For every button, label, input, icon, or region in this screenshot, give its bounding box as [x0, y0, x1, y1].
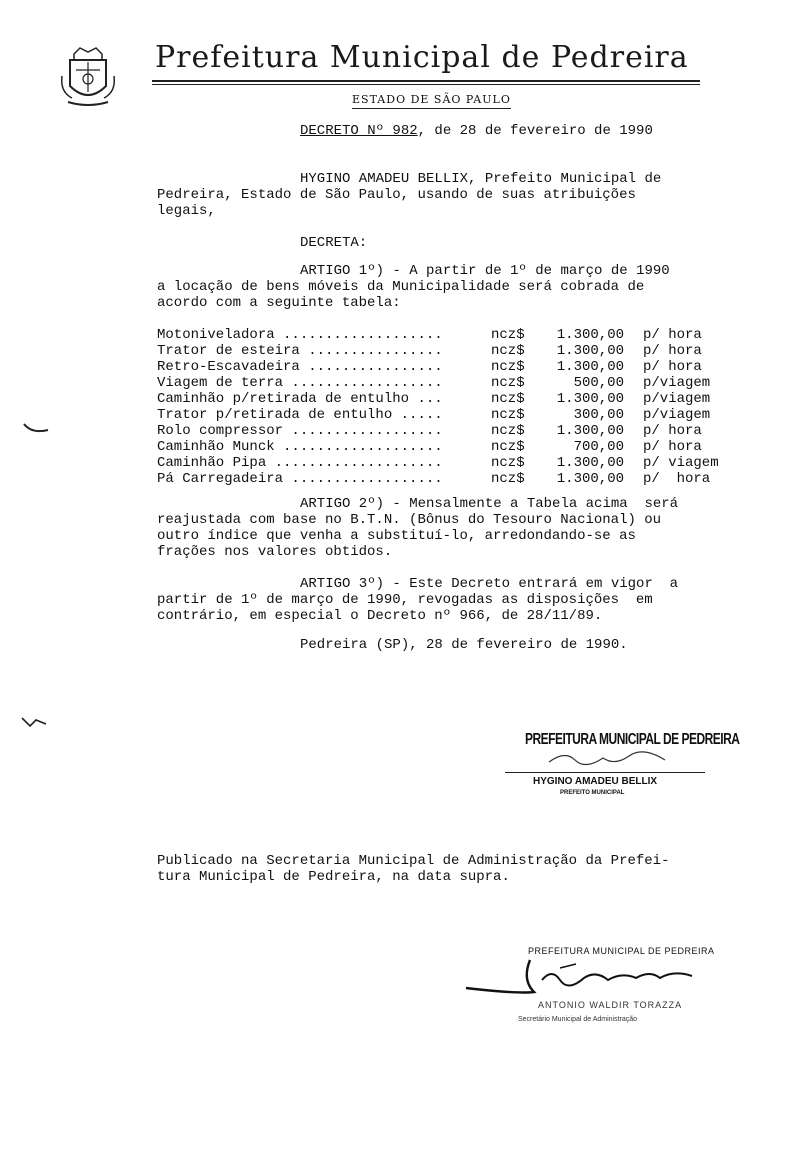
artigo3-line-1: ARTIGO 3º) - Este Decreto entrará em vigor a [300, 576, 679, 592]
publication-line-1: Publicado na Secretaria Municipal de Administração da Prefei- [157, 853, 670, 869]
equipment-name: Caminhão Munck ................... [157, 439, 443, 455]
price: 1.300,00 [556, 423, 624, 439]
unit: p/viagem [643, 407, 711, 423]
secretary-signature-block [460, 942, 730, 1032]
equipment-name: Caminhão p/retirada de entulho ... [157, 391, 443, 407]
unit: p/ hora [643, 359, 702, 375]
secretary-name: ANTONIO WALDIR TORAZZA [538, 1000, 683, 1010]
publication-line-2: tura Municipal de Pedreira, na data supra. [157, 869, 510, 885]
mayor-stamp: PREFEITURA MUNICIPAL DE PEDREIRA [525, 729, 740, 749]
margin-mark-icon [22, 420, 50, 436]
artigo3-line-2: partir de 1º de março de 1990, revogadas as disposições em [157, 592, 653, 608]
unit: p/ hora [643, 439, 702, 455]
mayor-signature-icon [545, 748, 685, 770]
unit: p/ hora [643, 343, 702, 359]
preamble-line-3: legais, [157, 203, 216, 219]
secretary-stamp: PREFEITURA MUNICIPAL DE PEDREIRA [528, 946, 715, 956]
currency: ncz$ [491, 439, 525, 455]
currency: ncz$ [491, 407, 525, 423]
signature-line [505, 772, 705, 773]
header-rule-thin [152, 84, 700, 85]
table-row [157, 439, 702, 455]
margin-mark-icon [20, 714, 50, 732]
equipment-name: Trator p/retirada de entulho ..... [157, 407, 443, 423]
decree-heading [300, 123, 653, 139]
coat-of-arms-icon [58, 46, 118, 108]
price: 1.300,00 [556, 471, 624, 487]
table-row [157, 375, 711, 391]
price: 1.300,00 [556, 343, 624, 359]
table-row [157, 471, 711, 487]
artigo2-line-4: frações nos valores obtidos. [157, 544, 393, 560]
table-row [157, 343, 702, 359]
table-row [157, 359, 702, 375]
letterhead-title: Prefeitura Municipal de Pedreira [155, 40, 689, 75]
currency: ncz$ [491, 471, 525, 487]
equipment-name: Pá Carregadeira .................. [157, 471, 443, 487]
currency: ncz$ [491, 375, 525, 391]
place-date: Pedreira (SP), 28 de fevereiro de 1990. [300, 637, 628, 653]
table-row [157, 391, 711, 407]
artigo2-line-1: ARTIGO 2º) - Mensalmente a Tabela acima será [300, 496, 679, 512]
equipment-name: Rolo compressor .................. [157, 423, 443, 439]
artigo2-line-2: reajustada com base no B.T.N. (Bônus do Tesouro Nacional) ou [157, 512, 662, 528]
equipment-name: Caminhão Pipa .................... [157, 455, 443, 471]
unit: p/ viagem [643, 455, 719, 471]
price: 700,00 [573, 439, 624, 455]
equipment-name: Motoniveladora ................... [157, 327, 443, 343]
currency: ncz$ [491, 343, 525, 359]
price: 1.300,00 [556, 327, 624, 343]
currency: ncz$ [491, 359, 525, 375]
currency: ncz$ [491, 391, 525, 407]
unit: p/viagem [643, 375, 711, 391]
currency: ncz$ [491, 455, 525, 471]
price: 500,00 [573, 375, 624, 391]
equipment-name: Retro-Escavadeira ................ [157, 359, 443, 375]
artigo1-line-1: ARTIGO 1º) - A partir de 1º de março de 1990 [300, 263, 670, 279]
currency: ncz$ [491, 423, 525, 439]
secretary-signature-icon [460, 956, 710, 998]
artigo3-line-3: contrário, em especial o Decreto nº 966, de 28/11/89. [157, 608, 603, 624]
preamble-line-1: HYGINO AMADEU BELLIX, Prefeito Municipal de [300, 171, 662, 187]
decreta-label: DECRETA: [300, 235, 368, 251]
equipment-name: Trator de esteira ................ [157, 343, 443, 359]
secretary-role: Secretário Municipal de Administração [518, 1016, 638, 1023]
mayor-role: PREFEITO MUNICIPAL [560, 790, 625, 796]
unit: p/viagem [643, 391, 711, 407]
table-row [157, 407, 711, 423]
unit: p/ hora [643, 327, 702, 343]
price: 300,00 [573, 407, 624, 423]
currency: ncz$ [491, 327, 525, 343]
price: 1.300,00 [556, 455, 624, 471]
unit: p/ hora [643, 423, 702, 439]
letterhead-state: ESTADO DE SÃO PAULO [352, 93, 511, 109]
price: 1.300,00 [556, 359, 624, 375]
header-rule [152, 80, 700, 82]
artigo2-line-3: outro índice que venha a substituí-lo, arredondando-se as [157, 528, 636, 544]
price: 1.300,00 [556, 391, 624, 407]
table-row [157, 327, 702, 343]
table-row [157, 423, 702, 439]
table-row [157, 455, 719, 471]
mayor-signature-block [505, 728, 740, 804]
unit: p/ hora [643, 471, 711, 487]
decree-number: DECRETO Nº 982 [300, 123, 418, 139]
preamble-line-2: Pedreira, Estado de São Paulo, usando de suas atribuições [157, 187, 636, 203]
equipment-name: Viagem de terra .................. [157, 375, 443, 391]
artigo1-line-3: acordo com a seguinte tabela: [157, 295, 401, 311]
artigo1-line-2: a locação de bens móveis da Municipalidade será cobrada de [157, 279, 645, 295]
decree-date: , de 28 de fevereiro de 1990 [417, 123, 653, 139]
mayor-name: HYGINO AMADEU BELLIX [533, 776, 658, 787]
